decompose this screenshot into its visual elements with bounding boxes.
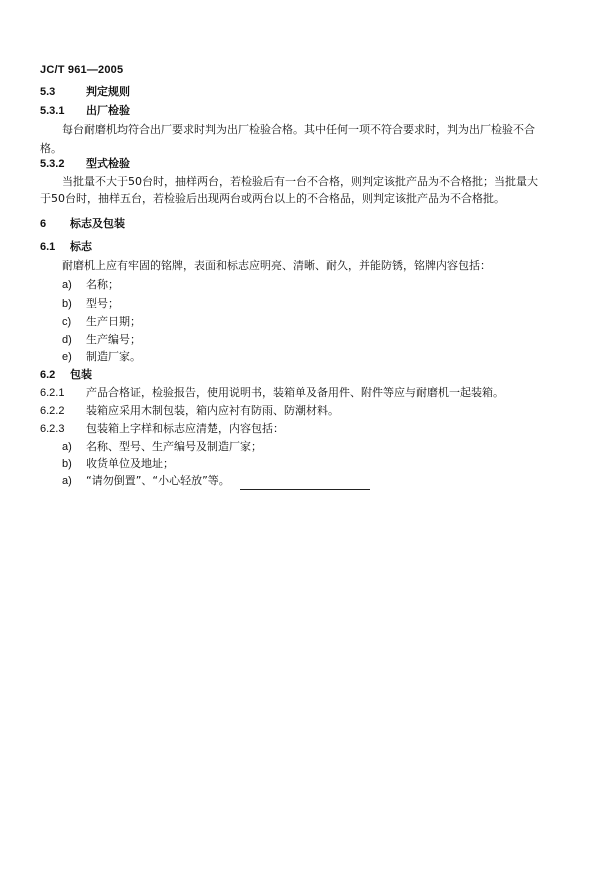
list-marker: b) bbox=[62, 458, 72, 470]
list-marker: c) bbox=[62, 316, 72, 328]
section-title: 出厂检验 bbox=[86, 104, 130, 117]
list-text: 名称、型号、生产编号及制造厂家； bbox=[86, 440, 262, 453]
list-marker: a) bbox=[62, 475, 72, 487]
section-number: 6 bbox=[40, 218, 47, 230]
document-code: JC/T 961—2005 bbox=[40, 64, 124, 76]
section-5-3-2-heading bbox=[40, 157, 130, 171]
end-rule bbox=[240, 489, 370, 490]
section-number: 6.1 bbox=[40, 241, 56, 253]
section-title: 判定规则 bbox=[86, 85, 130, 98]
list-item bbox=[62, 315, 141, 329]
list-marker: a) bbox=[62, 441, 72, 453]
section-number: 5.3 bbox=[40, 86, 56, 98]
paragraph-text: 产品合格证，检验报告，使用说明书，装箱单及备用件、附件等应与耐磨机一起装箱。 bbox=[86, 386, 504, 399]
list-marker: d) bbox=[62, 334, 72, 346]
section-title: 标志及包装 bbox=[70, 217, 125, 230]
list-text: “请勿倒置”、“小心轻放”等。 bbox=[86, 474, 230, 487]
paragraph-line: 每台耐磨机均符合出厂要求时判为出厂检验合格。其中任何一项不符合要求时，判为出厂检验不合 bbox=[62, 123, 535, 136]
section-number: 5.3.2 bbox=[40, 158, 65, 170]
list-item bbox=[62, 457, 174, 471]
list-text: 型号； bbox=[86, 297, 119, 310]
section-title: 包装 bbox=[70, 368, 92, 381]
section-6-2-heading bbox=[40, 368, 92, 382]
list-marker: a) bbox=[62, 279, 72, 291]
paragraph-line: 耐磨机上应有牢固的铭牌，表面和标志应明亮、清晰、耐久，并能防锈，铭牌内容包括： bbox=[62, 259, 491, 272]
list-item bbox=[62, 333, 141, 347]
section-title: 型式检验 bbox=[86, 157, 130, 170]
list-marker: e) bbox=[62, 351, 72, 363]
list-marker: b) bbox=[62, 298, 72, 310]
list-text: 名称； bbox=[86, 278, 119, 291]
section-6-2-3 bbox=[40, 422, 284, 436]
paragraph-line: 当批量不大于50台时，抽样两台，若检验后有一台不合格，则判定该批产品为不合格批；当批量大 bbox=[62, 175, 538, 188]
section-6-heading bbox=[40, 217, 125, 231]
list-text: 收货单位及地址； bbox=[86, 457, 174, 470]
section-number: 5.3.1 bbox=[40, 105, 65, 117]
paragraph-line: 格。 bbox=[40, 142, 62, 155]
section-6-2-1 bbox=[40, 386, 504, 400]
section-number: 6.2.2 bbox=[40, 405, 65, 417]
section-title: 标志 bbox=[70, 240, 92, 253]
section-6-2-2 bbox=[40, 404, 339, 418]
paragraph-text: 包装箱上字样和标志应清楚，内容包括： bbox=[86, 422, 284, 435]
paragraph-text: 装箱应采用木制包装，箱内应衬有防雨、防潮材料。 bbox=[86, 404, 339, 417]
paragraph-line: 于50台时，抽样五台，若检验后出现两台或两台以上的不合格品，则判定该批产品为不合格批。 bbox=[40, 192, 505, 205]
list-text: 生产编号； bbox=[86, 333, 141, 346]
section-5-3-heading bbox=[40, 85, 130, 99]
list-item bbox=[62, 278, 119, 292]
list-text: 制造厂家。 bbox=[86, 350, 141, 363]
section-5-3-1-heading bbox=[40, 104, 130, 118]
section-number: 6.2.3 bbox=[40, 423, 65, 435]
section-6-1-heading bbox=[40, 240, 92, 254]
list-item bbox=[62, 474, 230, 488]
list-item bbox=[62, 297, 119, 311]
list-text: 生产日期； bbox=[86, 315, 141, 328]
list-item bbox=[62, 350, 141, 364]
list-item bbox=[62, 440, 262, 454]
section-number: 6.2.1 bbox=[40, 387, 65, 399]
section-number: 6.2 bbox=[40, 369, 56, 381]
